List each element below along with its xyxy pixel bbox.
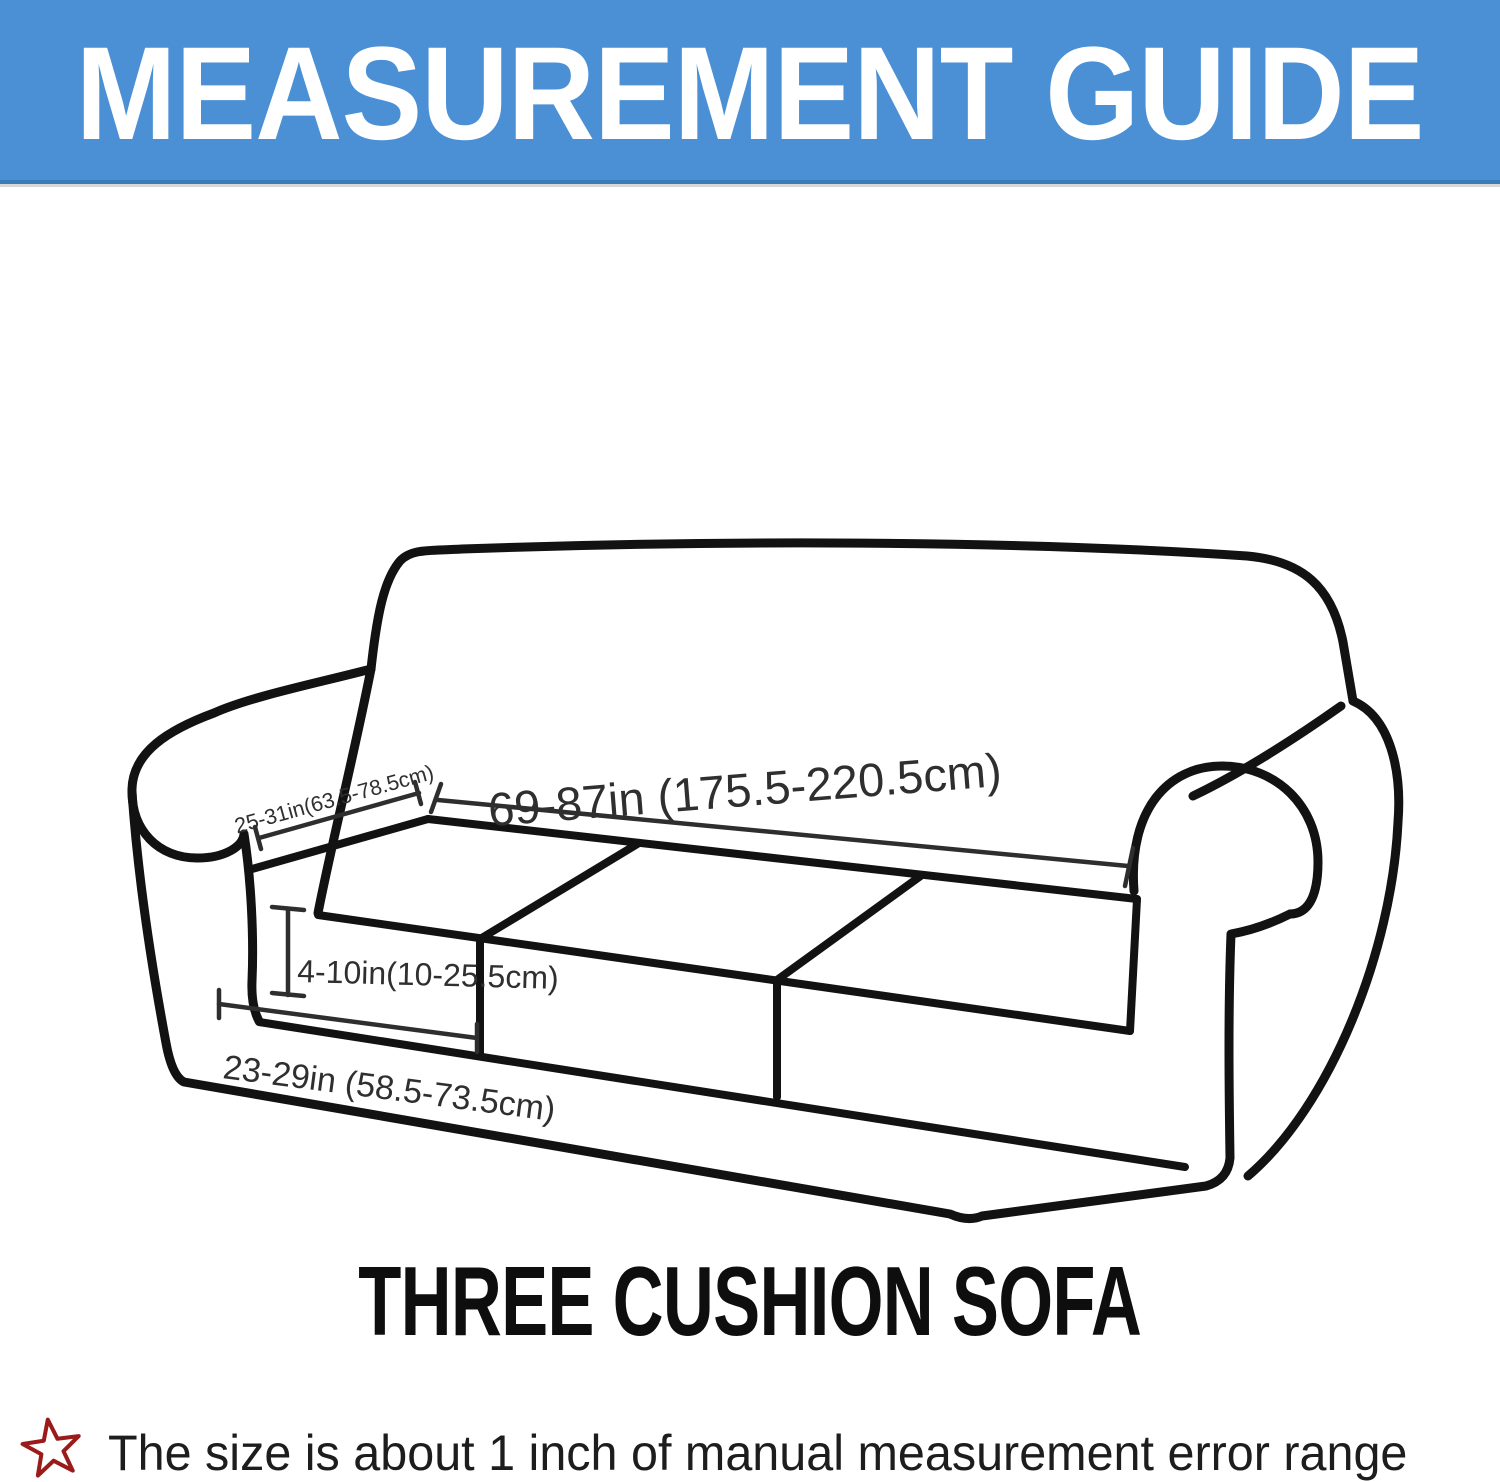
footnote-text: The size is about 1 inch of manual measurement error range [108,1424,1408,1481]
sofa-right-arm [1133,701,1398,1176]
cushion-depth-label: 23-29in (58.5-73.5cm) [220,1048,558,1130]
page-title: MEASUREMENT GUIDE [76,18,1424,168]
total-width-label: 69-87in (175.5-220.5cm) [486,742,1004,837]
sofa-backrest [371,543,1353,701]
footnote [20,1408,1490,1482]
diagram-caption [0,1246,1500,1356]
sofa-type-label: THREE CUSHION SOFA [358,1246,1142,1356]
cushion-height-label: 4-10in(10-25.5cm) [296,953,560,996]
star-icon [20,1412,86,1482]
dimension-total-width [431,743,1133,886]
back-cushion-width-label: 25-31in(63.5-78.5cm) [231,760,437,839]
